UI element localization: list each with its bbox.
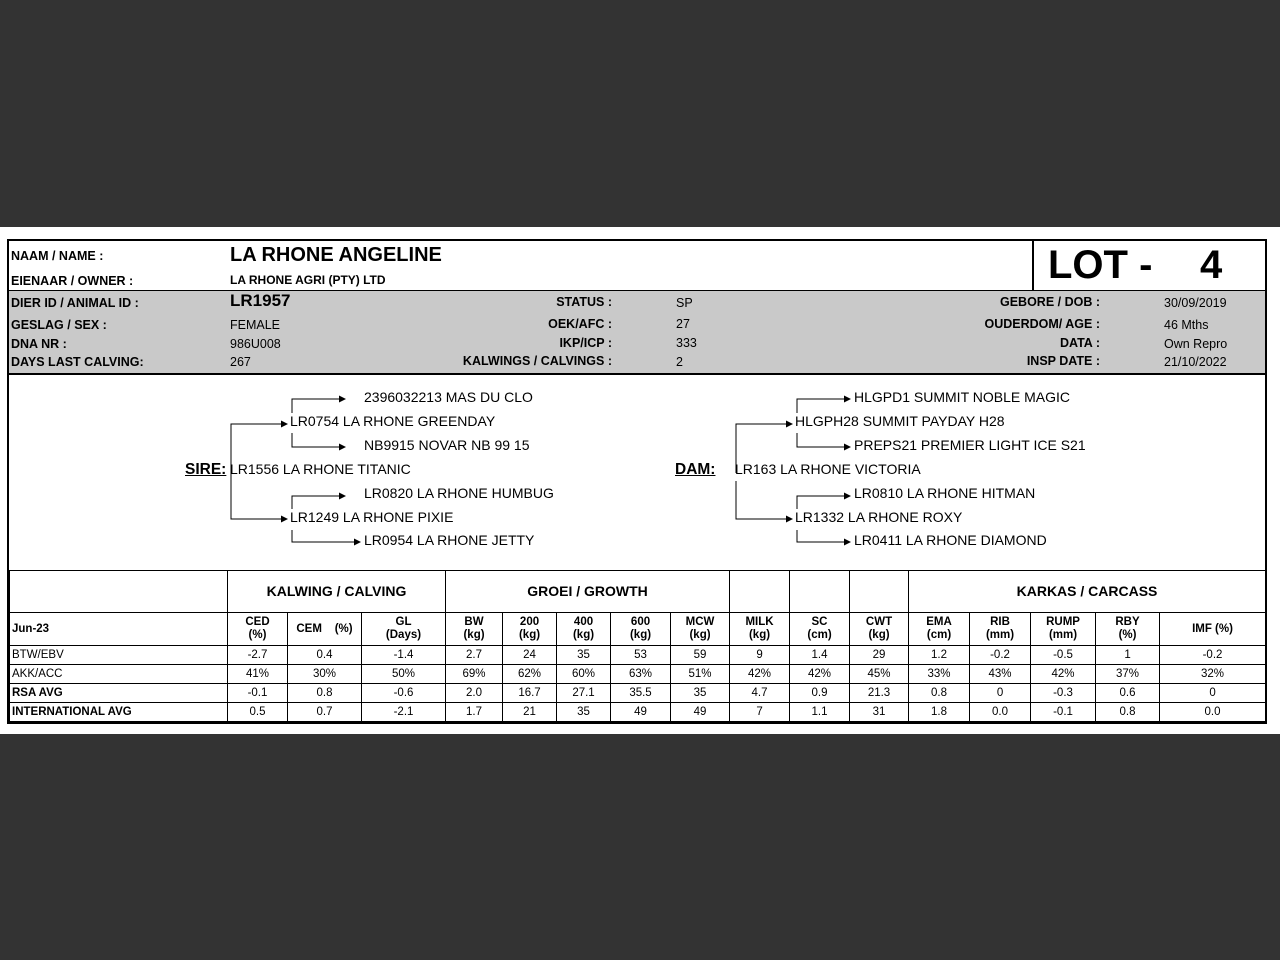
cell: 4.7 xyxy=(730,684,790,703)
card-frame xyxy=(7,239,1267,724)
group-calving: KALWING / CALVING xyxy=(228,571,446,613)
col-rib: RIB (mm) xyxy=(970,613,1031,646)
cell: -1.4 xyxy=(362,646,446,665)
group-empty xyxy=(10,571,228,613)
cell: 42% xyxy=(790,665,850,684)
col-sc: SC (cm) xyxy=(790,613,850,646)
data-label: DATA : xyxy=(1059,336,1100,350)
cell: 1.4 xyxy=(790,646,850,665)
status-label: STATUS : xyxy=(556,295,612,309)
cell: -0.3 xyxy=(1031,684,1096,703)
col-ema: EMA (cm) xyxy=(909,613,970,646)
cell: 69% xyxy=(446,665,503,684)
insp-date-label: INSP DATE : xyxy=(1026,354,1100,368)
line-sire-to-sire-dam xyxy=(231,473,287,519)
calvings-value: 2 xyxy=(676,355,683,369)
cell: 30% xyxy=(288,665,362,684)
dna-label: DNA NR : xyxy=(11,337,67,351)
group-milk-empty xyxy=(730,571,790,613)
cell: 7 xyxy=(730,703,790,722)
col-imf: IMF (%) xyxy=(1160,613,1266,646)
row-label: INTERNATIONAL AVG xyxy=(10,703,228,722)
days-last-calving-label: DAYS LAST CALVING: xyxy=(11,355,144,369)
lot-card xyxy=(0,227,1280,734)
dob-label: GEBORE / DOB : xyxy=(999,295,1100,309)
icp-value: 333 xyxy=(676,336,697,350)
dam-dam-dam: LR0411 LA RHONE DIAMOND xyxy=(854,532,1047,548)
line-dam-sire-up xyxy=(797,399,850,413)
owner-value: LA RHONE AGRI (PTY) LTD xyxy=(230,273,386,287)
row-label: AKK/ACC xyxy=(10,665,228,684)
line-dam-dam-down xyxy=(797,530,850,542)
cell: 35 xyxy=(557,703,611,722)
cell: 0.5 xyxy=(228,703,288,722)
cell: 2.0 xyxy=(446,684,503,703)
cell: 1.8 xyxy=(909,703,970,722)
col-rump: RUMP (mm) xyxy=(1031,613,1096,646)
cell: 0.8 xyxy=(1096,703,1160,722)
col-cem: CEM (%) xyxy=(288,613,362,646)
animal-name: LA RHONE ANGELINE xyxy=(230,244,442,266)
ebv-table xyxy=(9,570,1266,722)
dam-sire-sire: HLGPD1 SUMMIT NOBLE MAGIC xyxy=(854,389,1071,405)
cell: -2.1 xyxy=(362,703,446,722)
cell: 0.8 xyxy=(288,684,362,703)
line-dam-sire-down xyxy=(797,433,850,447)
status-value: SP xyxy=(676,296,693,310)
animal-id-label: DIER ID / ANIMAL ID : xyxy=(11,296,139,310)
cell: -0.1 xyxy=(1031,703,1096,722)
row-label: BTW/EBV xyxy=(10,646,228,665)
line-sire-sire-down xyxy=(292,433,345,447)
cell: 45% xyxy=(850,665,909,684)
cell: -0.2 xyxy=(970,646,1031,665)
col-cwt: CWT (kg) xyxy=(850,613,909,646)
cell: 2.7 xyxy=(446,646,503,665)
cell: 29 xyxy=(850,646,909,665)
col-400: 400 (kg) xyxy=(557,613,611,646)
cell: 0.0 xyxy=(970,703,1031,722)
column-header-row xyxy=(10,613,1266,646)
sire-sire-dam: NB9915 NOVAR NB 99 15 xyxy=(364,437,530,453)
name-label: NAAM / NAME : xyxy=(11,249,104,263)
dam-label: DAM: xyxy=(675,461,716,478)
line-dam-to-dam-dam xyxy=(736,481,792,519)
row-international-avg xyxy=(10,703,1266,722)
dam-sire-dam: PREPS21 PREMIER LIGHT ICE S21 xyxy=(854,437,1086,453)
calvings-label: KALWINGS / CALVINGS : xyxy=(462,354,612,368)
cell: 0.0 xyxy=(1160,703,1266,722)
lot-label: LOT - xyxy=(1048,243,1153,287)
cell: 16.7 xyxy=(503,684,557,703)
cell: 1.7 xyxy=(446,703,503,722)
animal-id-value: LR1957 xyxy=(230,291,291,310)
cell: 1.1 xyxy=(790,703,850,722)
cell: 1 xyxy=(1096,646,1160,665)
dam-dam: LR1332 LA RHONE ROXY xyxy=(795,509,963,525)
cell: 49 xyxy=(671,703,730,722)
cell: 0.4 xyxy=(288,646,362,665)
dam: LR163 LA RHONE VICTORIA xyxy=(735,461,921,477)
row-ebv xyxy=(10,646,1266,665)
cell: 24 xyxy=(503,646,557,665)
cell: 27.1 xyxy=(557,684,611,703)
dna-value: 986U008 xyxy=(230,337,281,351)
cell: 1.2 xyxy=(909,646,970,665)
col-gl: GL (Days) xyxy=(362,613,446,646)
cell: 0 xyxy=(1160,684,1266,703)
cell: 59 xyxy=(671,646,730,665)
age-value: 46 Mths xyxy=(1164,318,1209,332)
cell: -0.5 xyxy=(1031,646,1096,665)
cell: -0.2 xyxy=(1160,646,1266,665)
period-label: Jun-23 xyxy=(10,613,228,646)
cell: 51% xyxy=(671,665,730,684)
col-bw: BW (kg) xyxy=(446,613,503,646)
cell: -0.6 xyxy=(362,684,446,703)
cell: 42% xyxy=(1031,665,1096,684)
col-milk: MILK (kg) xyxy=(730,613,790,646)
data-value: Own Repro xyxy=(1164,337,1228,351)
cell: 42% xyxy=(730,665,790,684)
afc-value: 27 xyxy=(676,317,690,331)
col-600: 600 (kg) xyxy=(611,613,671,646)
col-mcw: MCW (kg) xyxy=(671,613,730,646)
dob-value: 30/09/2019 xyxy=(1164,296,1227,310)
sire-dam-sire: LR0820 LA RHONE HUMBUG xyxy=(364,485,554,501)
cell: 49 xyxy=(611,703,671,722)
cell: 63% xyxy=(611,665,671,684)
cell: 41% xyxy=(228,665,288,684)
group-growth: GROEI / GROWTH xyxy=(446,571,730,613)
cell: 35 xyxy=(557,646,611,665)
group-header-row xyxy=(10,571,1266,613)
pedigree-lines xyxy=(9,241,1265,570)
sex-label: GESLAG / SEX : xyxy=(11,318,107,332)
afc-label: OEK/AFC : xyxy=(548,317,612,331)
row-rsa-avg xyxy=(10,684,1266,703)
lot-number: 4 xyxy=(1200,243,1223,287)
dam-dam-sire: LR0810 LA RHONE HITMAN xyxy=(854,485,1036,501)
col-ced: CED (%) xyxy=(228,613,288,646)
insp-date-value: 21/10/2022 xyxy=(1164,355,1227,369)
icp-label: IKP/ICP : xyxy=(559,336,612,350)
cell: 0.6 xyxy=(1096,684,1160,703)
cell: 35.5 xyxy=(611,684,671,703)
line-sire-dam-up xyxy=(292,496,345,509)
col-rby: RBY (%) xyxy=(1096,613,1160,646)
cell: -2.7 xyxy=(228,646,288,665)
sire-sire: LR0754 LA RHONE GREENDAY xyxy=(290,413,496,429)
cell: 0.9 xyxy=(790,684,850,703)
cell: 33% xyxy=(909,665,970,684)
cell: -0.1 xyxy=(228,684,288,703)
cell: 31 xyxy=(850,703,909,722)
row-label: RSA AVG xyxy=(10,684,228,703)
group-cwt-empty xyxy=(850,571,909,613)
cell: 60% xyxy=(557,665,611,684)
sire-dam: LR1249 LA RHONE PIXIE xyxy=(290,509,454,525)
row-acc xyxy=(10,665,1266,684)
cell: 9 xyxy=(730,646,790,665)
line-sire-dam-down xyxy=(292,530,360,542)
col-200: 200 (kg) xyxy=(503,613,557,646)
owner-label: EIENAAR / OWNER : xyxy=(11,274,134,288)
cell: 0 xyxy=(970,684,1031,703)
group-sc-empty xyxy=(790,571,850,613)
cell: 35 xyxy=(671,684,730,703)
cell: 43% xyxy=(970,665,1031,684)
days-last-calving-value: 267 xyxy=(230,355,251,369)
cell: 0.7 xyxy=(288,703,362,722)
line-dam-dam-up xyxy=(797,496,850,509)
sex-value: FEMALE xyxy=(230,318,281,332)
cell: 0.8 xyxy=(909,684,970,703)
cell: 50% xyxy=(362,665,446,684)
cell: 62% xyxy=(503,665,557,684)
dam-sire: HLGPH28 SUMMIT PAYDAY H28 xyxy=(795,413,1005,429)
sire-label: SIRE: xyxy=(185,461,227,478)
line-sire-sire-up xyxy=(292,399,345,413)
sire-dam-dam: LR0954 LA RHONE JETTY xyxy=(364,532,535,548)
cell: 37% xyxy=(1096,665,1160,684)
cell: 32% xyxy=(1160,665,1266,684)
sire: LR1556 LA RHONE TITANIC xyxy=(230,461,411,477)
cell: 21.3 xyxy=(850,684,909,703)
sire-sire-sire: 2396032213 MAS DU CLO xyxy=(364,389,533,405)
cell: 53 xyxy=(611,646,671,665)
group-carcass: KARKAS / CARCASS xyxy=(909,571,1266,613)
age-label: OUDERDOM/ AGE : xyxy=(984,317,1100,331)
cell: 21 xyxy=(503,703,557,722)
